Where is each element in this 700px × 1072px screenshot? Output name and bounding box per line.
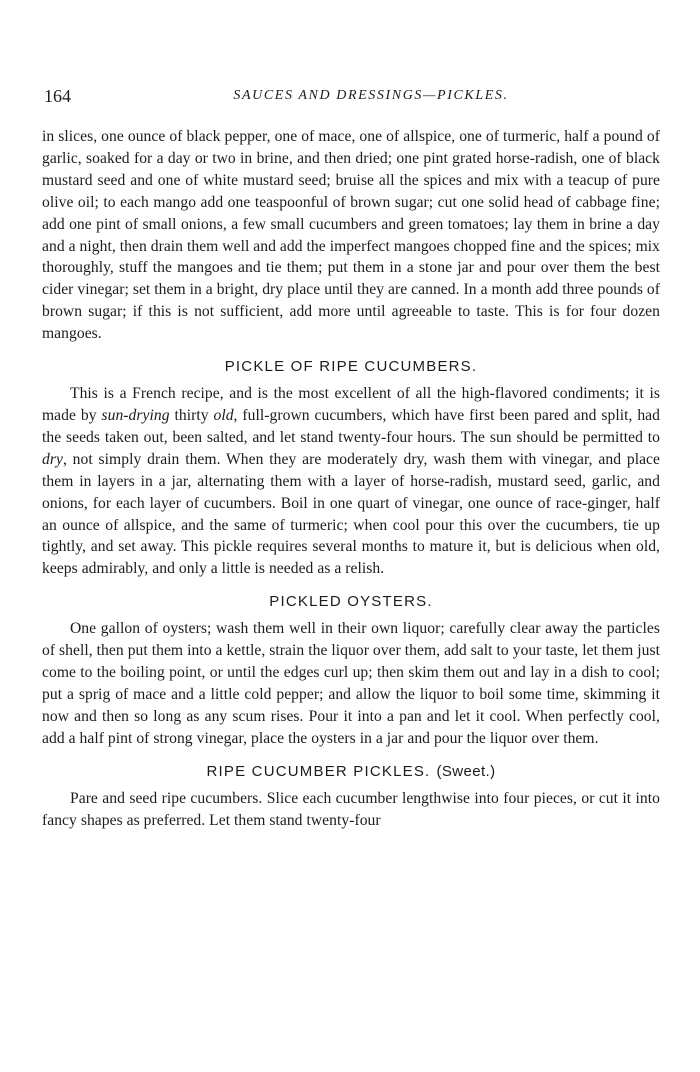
pickled-oysters-paragraph: One gallon of oysters; wash them well in their own liquor; carefully clear away the particles of shell, then put them into a kettle, strain the liquor over them, add salt to your taste, let them just come to the boiling point, or until the edges curl up; then skim them out and lay in a dish to cool; put a sprig of mace and a little cold pepper; and allow the liquor to boil some time, skimming it now and then so long as any scum rises. Pour it into a pan and let it cool. When perfectly cool, add a half pint of strong vinegar, place the oysters in a jar and pour the liquor over them. — [42, 620, 660, 747]
italic-run: sun-drying — [101, 406, 170, 424]
italic-run: old — [213, 406, 234, 424]
ripe-cucumbers-paragraph — [42, 383, 660, 580]
running-head — [42, 86, 660, 112]
italic-run: dry — [42, 450, 63, 468]
running-title: SAUCES AND DRESSINGS—PICKLES. — [233, 88, 509, 103]
text-run: thirty — [169, 406, 214, 424]
text-run: , full-grown cucumbers, which have first been pared and split, had the seeds taken out, been salted, and let stand twenty-four hours. The sun should be permitted to — [42, 406, 660, 446]
section-heading-sweet-cucumber-pickles — [42, 761, 660, 783]
text-run: , not simply drain them. When they are moderately dry, wash them with vinegar, and place them in layers in a jar, alternating them with a layer of horse-radish, mustard seed, garlic, and onions, for each layer of cucumbers. Boil in one quart of vinegar, one ounce of race-ginger, half an ounce of allspice, and the same of turmeric; when cool pour this over the cucumbers, tie up tightly, and set away. This pickle requires several months to mature it, but is delicious when old, keeps admirably, and only a little is needed as a relish. — [42, 450, 660, 578]
sweet-cucumber-pickles-paragraph: Pare and seed ripe cucumbers. Slice each cucumber lengthwise into four pieces, or cut it into fancy shapes as preferred. Let them stand twenty-four — [42, 789, 660, 829]
page-number: 164 — [44, 86, 71, 106]
book-page — [42, 86, 660, 831]
continuation-paragraph: in slices, one ounce of black pepper, one of mace, one of allspice, one of turmeric, half a pound of garlic, soaked for a day or two in brine, and then dried; one pint grated horse-radish, one of black mustard seed and one of white mustard seed; bruise all the spices and mix with a teacup of pure olive oil; to each mango add one teaspoonful of brown sugar; cut one solid head of cabbage fine; add one pint of small onions, a few small cucumbers and green tomatoes; lay them in brine a day and a night, then drain them well and add the imperfect mangoes chopped fine and the spices; mix thoroughly, stuff the mangoes and tie them; put them in a stone jar and pour over them the best cider vinegar; set them in a bright, dry place until they are canned. In a month add three pounds of brown sugar; if this is not sufficient, add more until agreeable to taste. This is for four dozen mangoes. — [42, 128, 660, 343]
section-heading-ripe-cucumbers: PICKLE OF RIPE CUCUMBERS. — [224, 358, 478, 376]
heading-title: RIPE CUCUMBER PICKLES. — [206, 762, 431, 780]
heading-subtitle: (Sweet.) — [436, 762, 496, 780]
section-heading-pickled-oysters: PICKLED OYSTERS. — [269, 593, 433, 611]
text-run: This is a French recipe, and is the most excellent of all the high-flavored condiments; it is made by — [42, 385, 660, 424]
